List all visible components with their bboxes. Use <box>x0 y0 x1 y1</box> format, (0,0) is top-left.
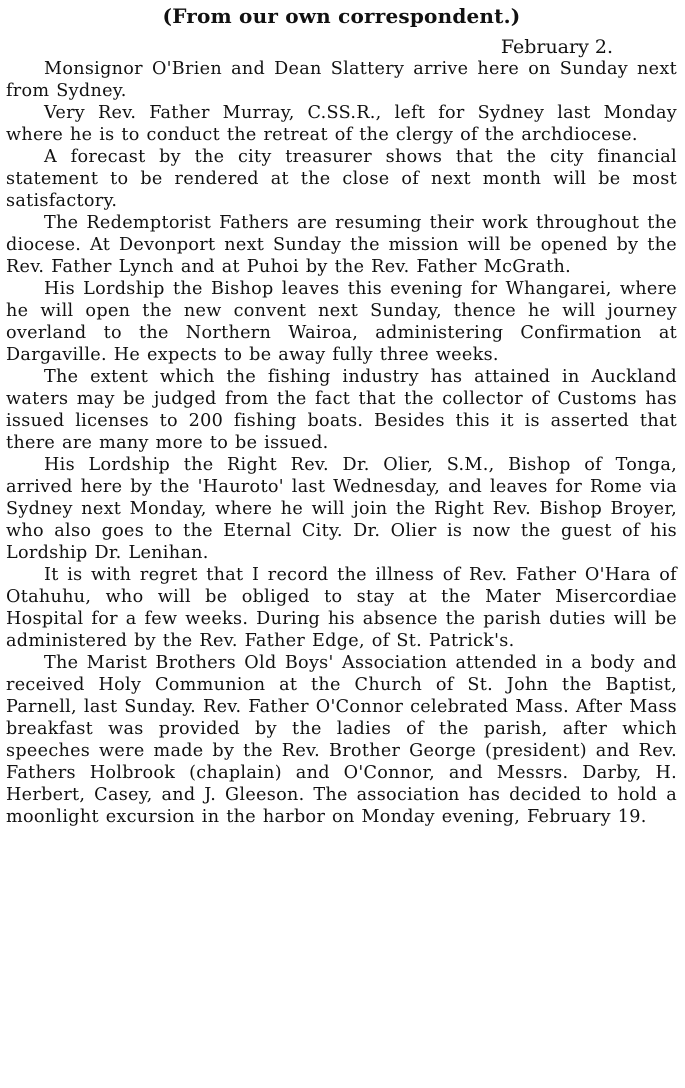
paragraph-father-murray: Very Rev. Father Murray, C.SS.R., left for Sydney last Monday where he is to conduct the retreat of the clergy of the archdiocese. <box>6 103 677 145</box>
paragraph-redemptorist-fathers: The Redemptorist Fathers are resuming their work throughout the diocese. At Devonport next Sunday the mission will be opened by the Rev. Father Lynch and at Puhoi by the Rev. Father McGrath. <box>6 213 677 277</box>
paragraph-dr-olier: His Lordship the Right Rev. Dr. Olier, S.M., Bishop of Tonga, arrived here by the 'Hauroto' last Wednesday, and leaves for Rome via Sydney next Monday, where he will join the Right Rev. Bishop Broyer, who also goes to the Eternal City. Dr. Olier is now the guest of his Lordship Dr. Lenihan. <box>6 455 677 563</box>
paragraph-marist-brothers: The Marist Brothers Old Boys' Association attended in a body and received Holy Communion at the Church of St. John the Baptist, Parnell, last Sunday. Rev. Father O'Connor celebrated Mass. After Mass breakfast was provided by the ladies of the parish, after which speeches were made by the Rev. Brother George (president) and Rev. Fathers Holbrook (chaplain) and O'Connor, and Messrs. Darby, H. Herbert, Casey, and J. Gleeson. The association has decided to hold a moonlight excursion in the harbor on Monday evening, February 19. <box>6 653 677 827</box>
paragraph-arrivals: Monsignor O'Brien and Dean Slattery arrive here on Sunday next from Sydney. <box>6 59 677 101</box>
article-body <box>6 58 677 828</box>
article-date: February 2. <box>500 36 613 58</box>
paragraph-fishing-industry: The extent which the fishing industry has attained in Auckland waters may be judged from the fact that the collector of Customs has issued licenses to 200 fishing boats. Besides this it is asserted that there are many more to be issued. <box>6 367 677 453</box>
paragraph-city-treasurer: A forecast by the city treasurer shows that the city financial statement to be rendered at the close of next month will be most satisfactory. <box>6 147 677 211</box>
paragraph-bishop-whangarei: His Lordship the Bishop leaves this evening for Whangarei, where he will open the new convent next Sunday, thence he will journey overland to the Northern Wairoa, administering Confirmation at Dargaville. He expects to be away fully three weeks. <box>6 279 677 365</box>
paragraph-father-ohara: It is with regret that I record the illness of Rev. Father O'Hara of Otahuhu, who will be obliged to stay at the Mater Misercordiae Hospital for a few weeks. During his absence the parish duties will be administered by the Rev. Father Edge, of St. Patrick's. <box>6 565 677 651</box>
article-heading: (From our own correspondent.) <box>162 4 521 28</box>
